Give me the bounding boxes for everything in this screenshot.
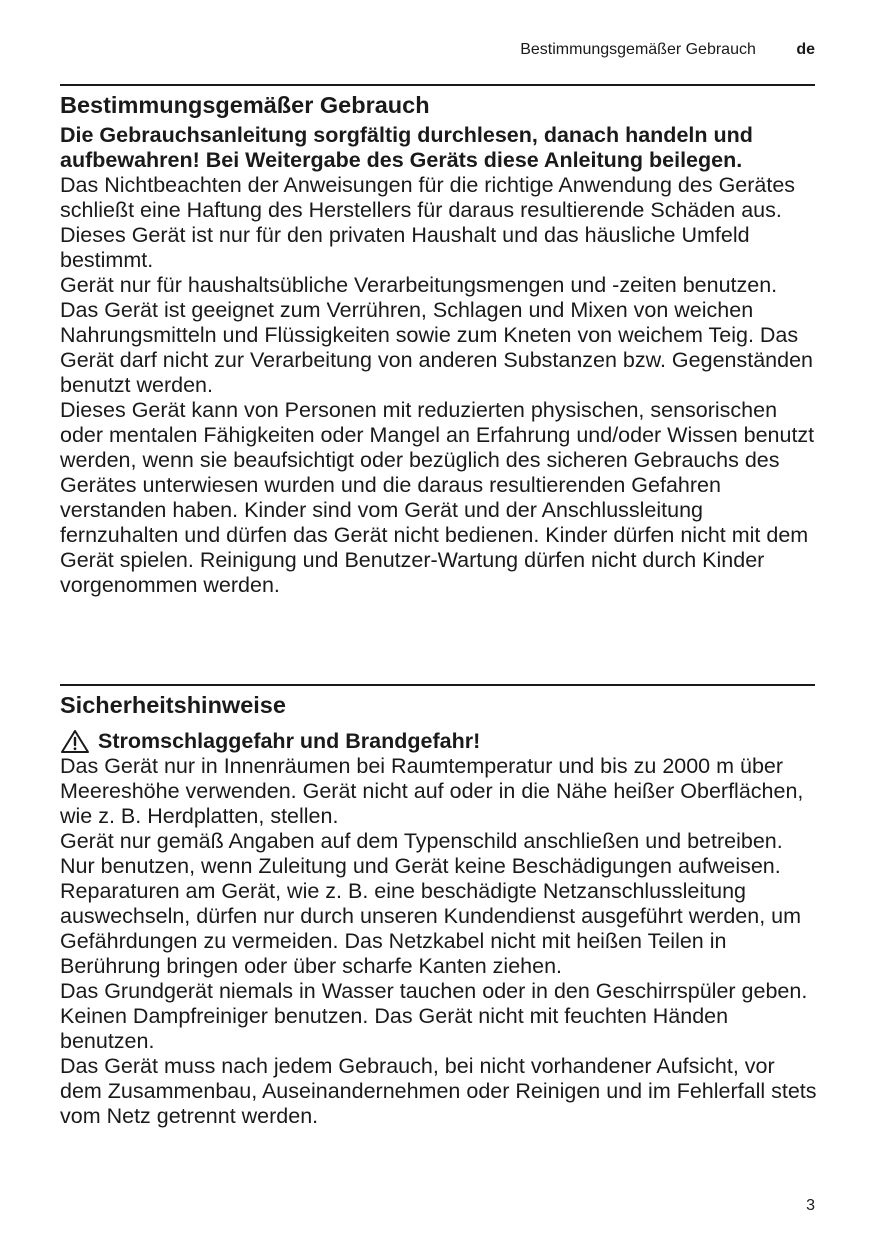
section-divider	[60, 684, 815, 686]
language-code: de	[796, 41, 815, 58]
paragraph: Dieses Gerät kann von Personen mit reduzierten physischen, sensorischen oder mentalen Fähigkeiten oder Mangel an Erfahrung und/oder Wissen benutzt werden, wenn sie beaufsichtigt oder bezüglich des sicheren Gebrauchs des Gerätes unterwiesen wurden und die daraus resultierenden Gefahren verstanden haben. Kinder sind vom Gerät und der Anschlussleitung fernzuhalten und dürfen das Gerät nicht bedienen. Kinder dürfen nicht mit dem Gerät spielen. Reinigung und Benutzer-Wartung dürfen nicht durch Kinder vorgenommen werden.	[60, 398, 815, 597]
warning-title: Stromschlaggefahr und Brandgefahr!	[98, 729, 481, 753]
paragraph: Gerät nur gemäß Angaben auf dem Typenschild anschließen und betreiben. Nur benutzen, wenn Zuleitung und Gerät keine Beschädigungen aufweisen. Reparaturen am Gerät, wie z. B. eine beschädigte Netzanschlussleitung auswechseln, dürfen nur durch unseren Kundendienst ausgeführt werden, um Gefährdungen zu vermeiden. Das Netzkabel nicht mit heißen Teilen in Berührung bringen oder über scharfe Kanten ziehen.	[60, 829, 802, 978]
paragraph: Das Nichtbeachten der Anweisungen für die richtige Anwendung des Gerätes schließt eine Haftung des Herstellers für daraus resultierende Schäden aus.	[60, 173, 796, 222]
paragraph: Das Gerät muss nach jedem Gebrauch, bei nicht vorhandener Aufsicht, vor dem Zusammenbau, Auseinandernehmen oder Reinigen und im Fehlerfall stets vom Netz getrennt werden.	[60, 1054, 817, 1128]
paragraph: Gerät nur für haushaltsübliche Verarbeitungsmengen und -zeiten benutzen. Das Gerät ist geeignet zum Verrühren, Schlagen und Mixen von weichen Nahrungsmitteln und Flüssigkeiten sowie zum Kneten von weichem Teig. Das Gerät darf nicht zur Verarbeitung von anderen Substanzen bzw. Gegenständen benutzt werden.	[60, 273, 813, 397]
paragraph: Das Gerät nur in Innenräumen bei Raumtemperatur und bis zu 2000 m über Meereshöhe verwenden. Gerät nicht auf oder in die Nähe heißer Oberflächen, wie z. B. Herdplatten, stellen.	[60, 754, 804, 828]
warning-triangle-icon	[60, 729, 90, 754]
section-divider	[60, 84, 815, 86]
running-header-title: Bestimmungsgemäßer Gebrauch	[520, 41, 756, 58]
section-safety	[60, 691, 820, 1129]
paragraph: Das Grundgerät niemals in Wasser tauchen oder in den Geschirrspüler geben. Keinen Dampfreiniger benutzen. Das Gerät nicht mit feuchten Händen benutzen.	[60, 979, 808, 1053]
intro-paragraph: Die Gebrauchsanleitung sorgfältig durchlesen, danach handeln und aufbewahren! Bei Weitergabe des Geräts diese Anleitung beilegen.	[60, 123, 753, 172]
section-intended-use	[60, 91, 820, 598]
page-number: 3	[806, 1197, 815, 1214]
paragraph: Dieses Gerät ist nur für den privaten Haushalt und das häusliche Umfeld bestimmt.	[60, 223, 750, 272]
running-header	[520, 40, 815, 60]
warning-heading	[60, 729, 820, 754]
section-heading-safety: Sicherheitshinweise	[60, 692, 286, 718]
section-heading-intended-use: Bestimmungsgemäßer Gebrauch	[60, 92, 430, 118]
